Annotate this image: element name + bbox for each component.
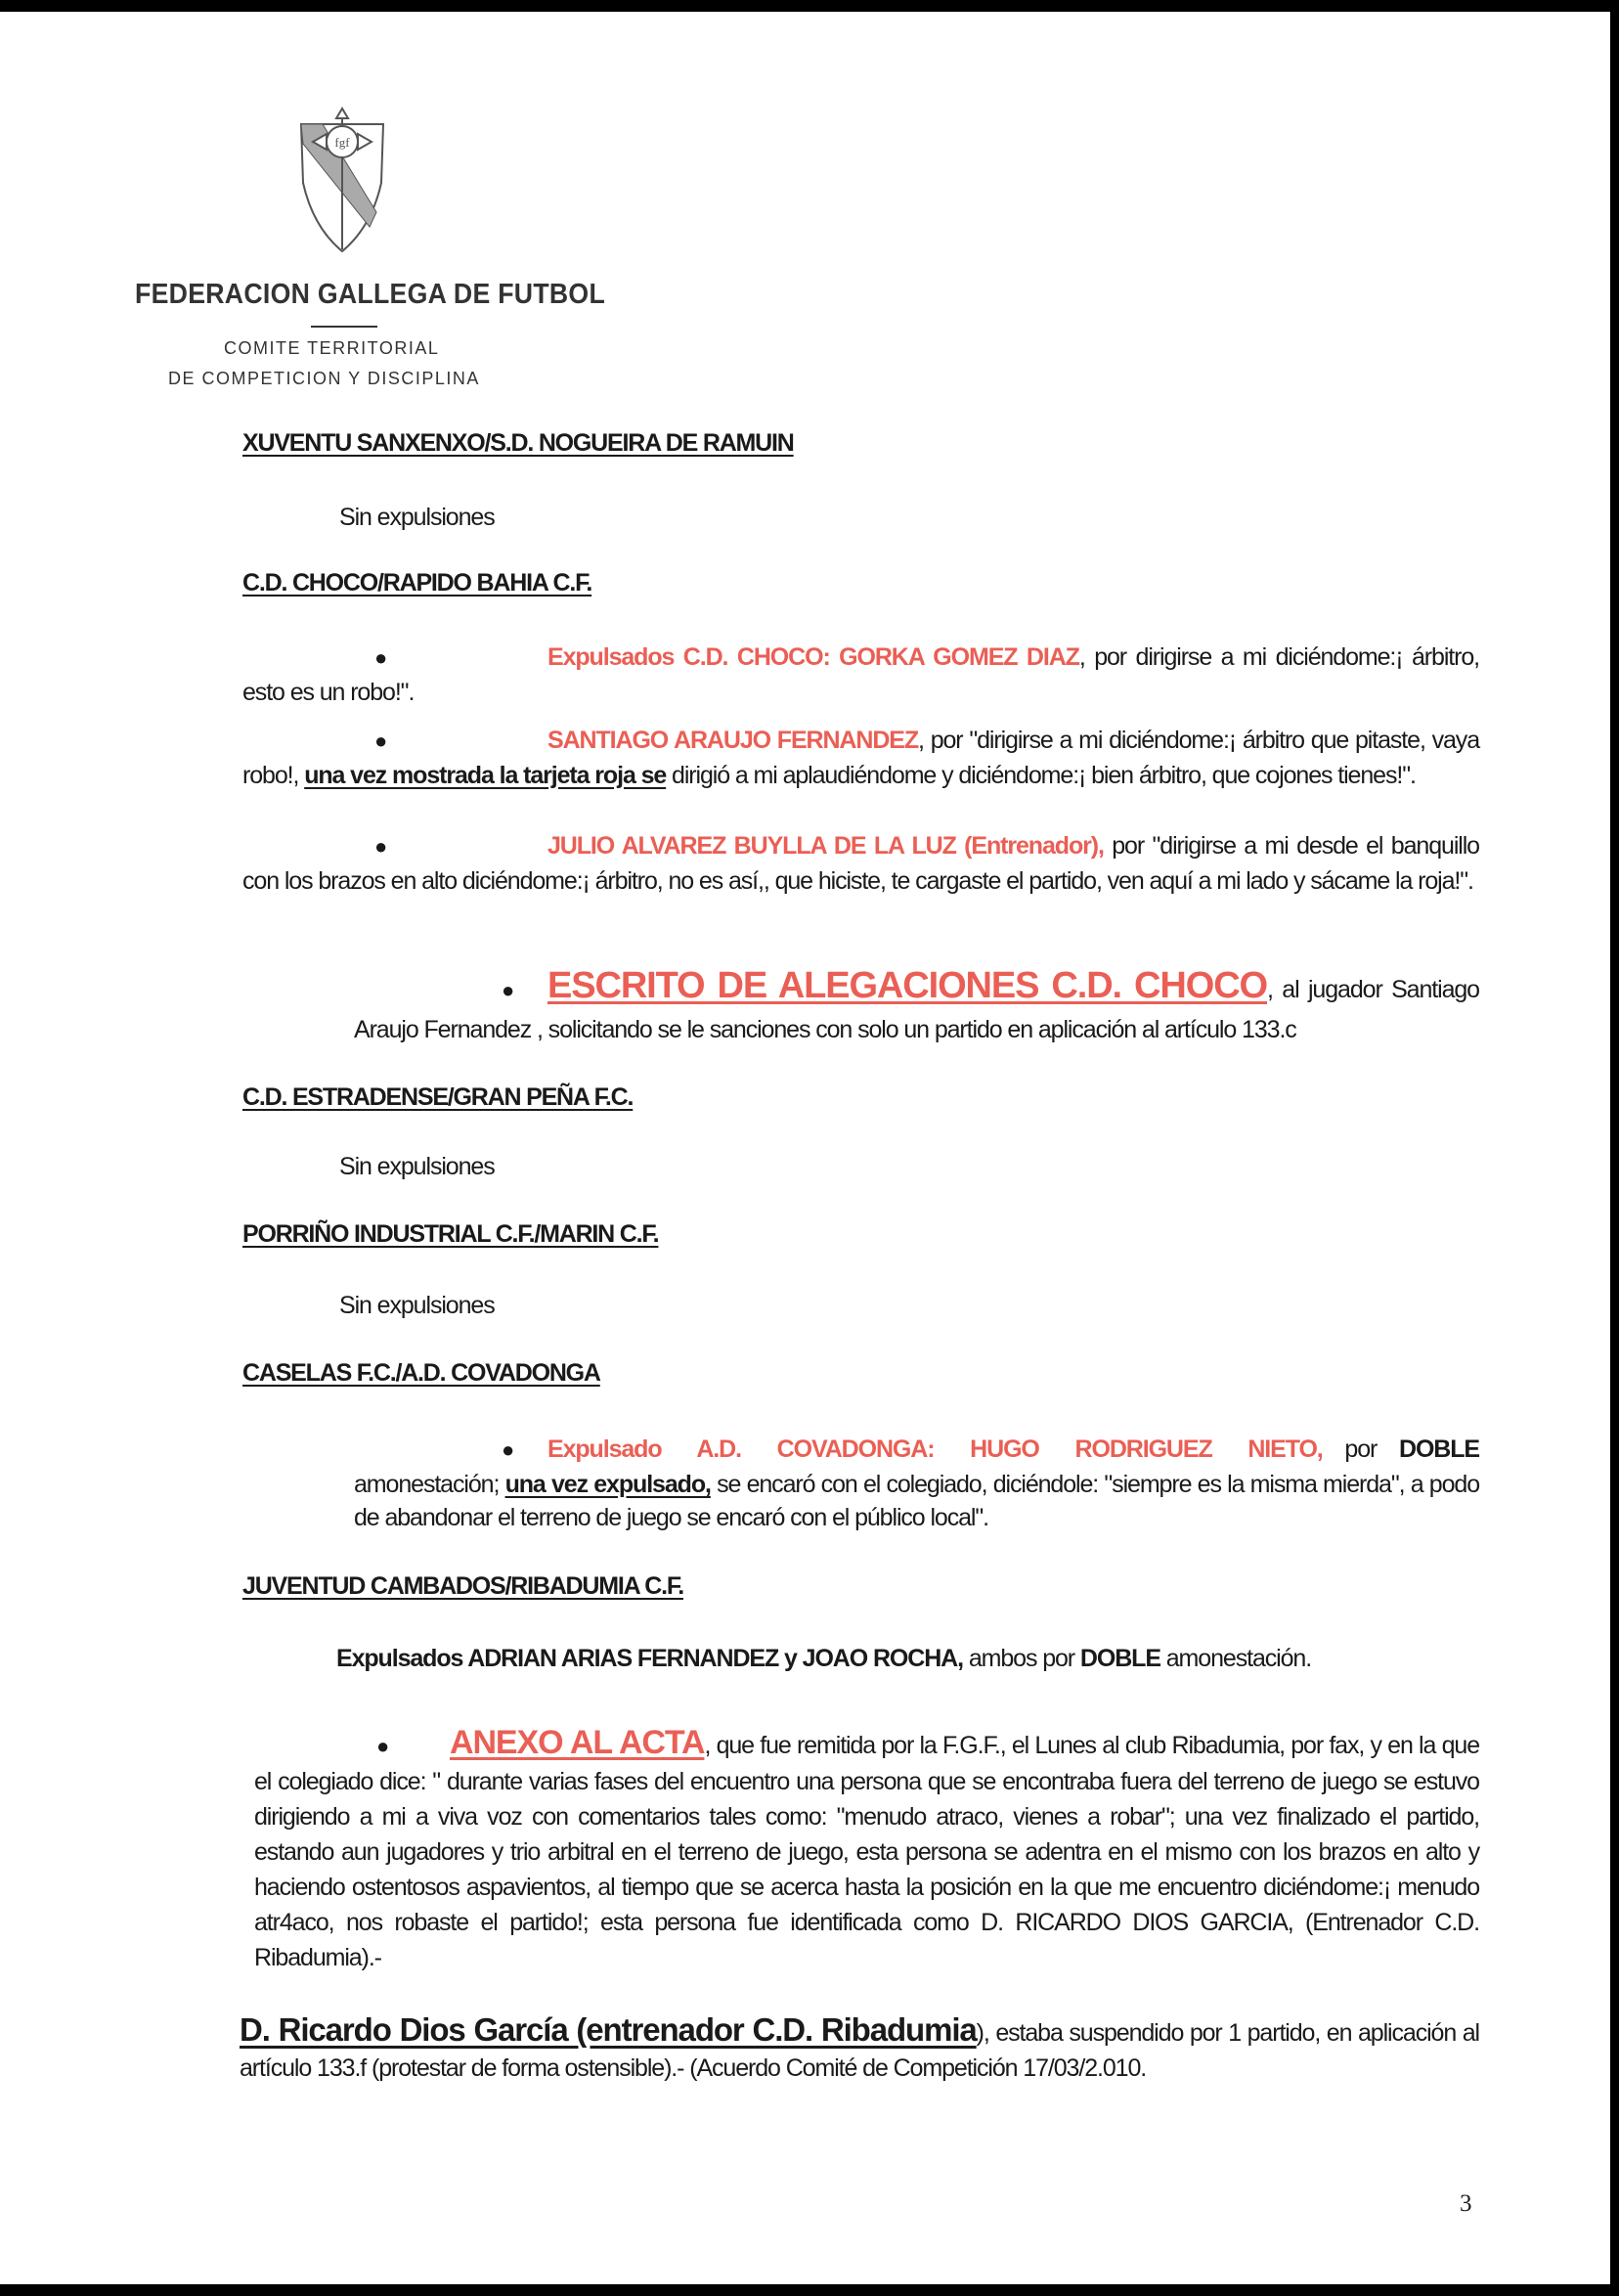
expulsion-summary (336, 1642, 1311, 1676)
expulsion-item (242, 829, 1479, 898)
committee-name-line2: DE COMPETICION Y DISCIPLINA (168, 369, 480, 388)
match-heading: C.D. CHOCO/RAPIDO BAHIA C.F. (242, 569, 592, 596)
text: amonestación; (354, 1470, 505, 1498)
svg-text:fgf: fgf (334, 135, 350, 150)
bullet-icon: ● (374, 834, 387, 859)
players-names: Expulsados ADRIAN ARIAS FERNANDEZ y JOAO ROCHA, (336, 1645, 963, 1672)
allegations-item (354, 966, 1479, 1049)
player-name: Expulsado A.D. COVADONGA: HUGO RODRIGUEZ NIETO, (547, 1435, 1323, 1463)
emphasis-text: una vez expulsado, (504, 1470, 711, 1498)
annex-text: , que fue remitida por la F.G.F., el Lunes al club Ribadumia, por fax, y en la que el colegiado dice: " durante varias fases del encuentro una persona que se encontraba fuera del terreno de juego se estuvo dirigiendo a mi a viva voz con comentarios tales como: "menudo atraco, vienes a robar"; una vez finalizado el partido, estando aun jugadores y trio arbitral en el terreno de juego, esta persona se adentra en el mismo con los brazos en alto y haciendo ostentosos aspavientos, al tiempo que se acerca hasta la posición en la que me encuentro diciéndome:¡ menudo atr4aco, nos robaste el partido!; esta persona fue identificada como D. RICARDO DIOS GARCIA, (Entrenador C.D. Ribadumia).- (254, 1732, 1479, 1971)
text: amonestación. (1160, 1645, 1312, 1672)
match-heading: XUVENTU SANXENXO/S.D. NOGUEIRA DE RAMUIN (242, 429, 794, 457)
document-page (0, 12, 1610, 2284)
header-divider (311, 326, 377, 328)
bullet-icon: ● (376, 1734, 389, 1758)
no-expulsions-text: Sin expulsiones (339, 504, 495, 531)
emphasis-text: una vez mostrada la tarjeta roja se (304, 761, 667, 789)
annex-title: ANEXO AL ACTA (450, 1724, 705, 1761)
expulsion-item (242, 724, 1479, 792)
suspension-note (240, 2012, 1479, 2086)
expulsion-reason: se encaró con el colegiado, diciéndole: "siempre es la misma mierda", a podo de abandonar el terreno de juego se encaró con el público local". (354, 1470, 1479, 1531)
annex-item (254, 1725, 1479, 1975)
expulsion-item (242, 640, 1479, 709)
match-heading: PORRIÑO INDUSTRIAL C.F./MARIN C.F. (242, 1220, 659, 1248)
coach-name: JULIO ALVAREZ BUYLLA DE LA LUZ (Entrenador), (547, 832, 1104, 860)
emphasis-text: DOBLE (1398, 1435, 1479, 1463)
player-name: Expulsados C.D. CHOCO: GORKA GOMEZ DIAZ (547, 643, 1079, 671)
page-number: 3 (1460, 2190, 1472, 2217)
allegations-title: ESCRITO DE ALEGACIONES C.D. CHOCO (547, 965, 1267, 1006)
federation-crest-logo (293, 105, 391, 256)
no-expulsions-text: Sin expulsiones (339, 1292, 495, 1319)
expulsion-reason: , por dirigirse a mi diciéndome:¡ árbitro, esto es un robo!". (242, 643, 1479, 706)
no-expulsions-text: Sin expulsiones (339, 1153, 495, 1180)
player-name: SANTIAGO ARAUJO FERNANDEZ (547, 727, 919, 754)
coach-name: D. Ricardo Dios García (entrenador C.D. Ribadumia (240, 2011, 977, 2048)
committee-name-line1: COMITE TERRITORIAL (224, 338, 440, 358)
bullet-icon: ● (374, 729, 387, 753)
federation-name: FEDERACION GALLEGA DE FUTBOL (135, 279, 606, 310)
expulsion-reason: por "dirigirse a mi desde el banquillo con los brazos en alto diciéndome:¡ árbitro, no es así,, que hiciste, te cargaste el partido, ven aquí a mi lado y sácame la roja!". (242, 832, 1479, 895)
bullet-icon: ● (374, 645, 387, 670)
text: por (1322, 1435, 1399, 1463)
bullet-icon: ● (502, 978, 514, 1002)
expulsion-item (354, 1433, 1479, 1535)
match-heading: CASELAS F.C./A.D. COVADONGA (242, 1359, 600, 1387)
bullet-icon: ● (502, 1437, 514, 1462)
allegations-text: , al jugador Santiago Araujo Fernandez , solicitando se le sanciones con solo un partido en aplicación al artículo 133.c (354, 976, 1479, 1043)
match-heading: C.D. ESTRADENSE/GRAN PEÑA F.C. (242, 1083, 634, 1111)
match-heading: JUVENTUD CAMBADOS/RIBADUMIA C.F. (242, 1572, 683, 1600)
expulsion-reason: , por "dirigirse a mi diciéndome:¡ árbitro que pitaste, vaya robo!, (242, 727, 1479, 789)
suspension-text: ), estaba suspendido por 1 partido, en aplicación al artículo 133.f (protestar de forma ostensible).- (Acuerdo Comité de Competición 17/03/2.010. (240, 2019, 1479, 2082)
emphasis-text: DOBLE (1079, 1645, 1160, 1672)
expulsion-reason-cont: dirigió a mi aplaudiéndome y diciéndome:¡ bien árbitro, que cojones tienes!". (666, 761, 1416, 789)
text: ambos por (962, 1645, 1080, 1672)
